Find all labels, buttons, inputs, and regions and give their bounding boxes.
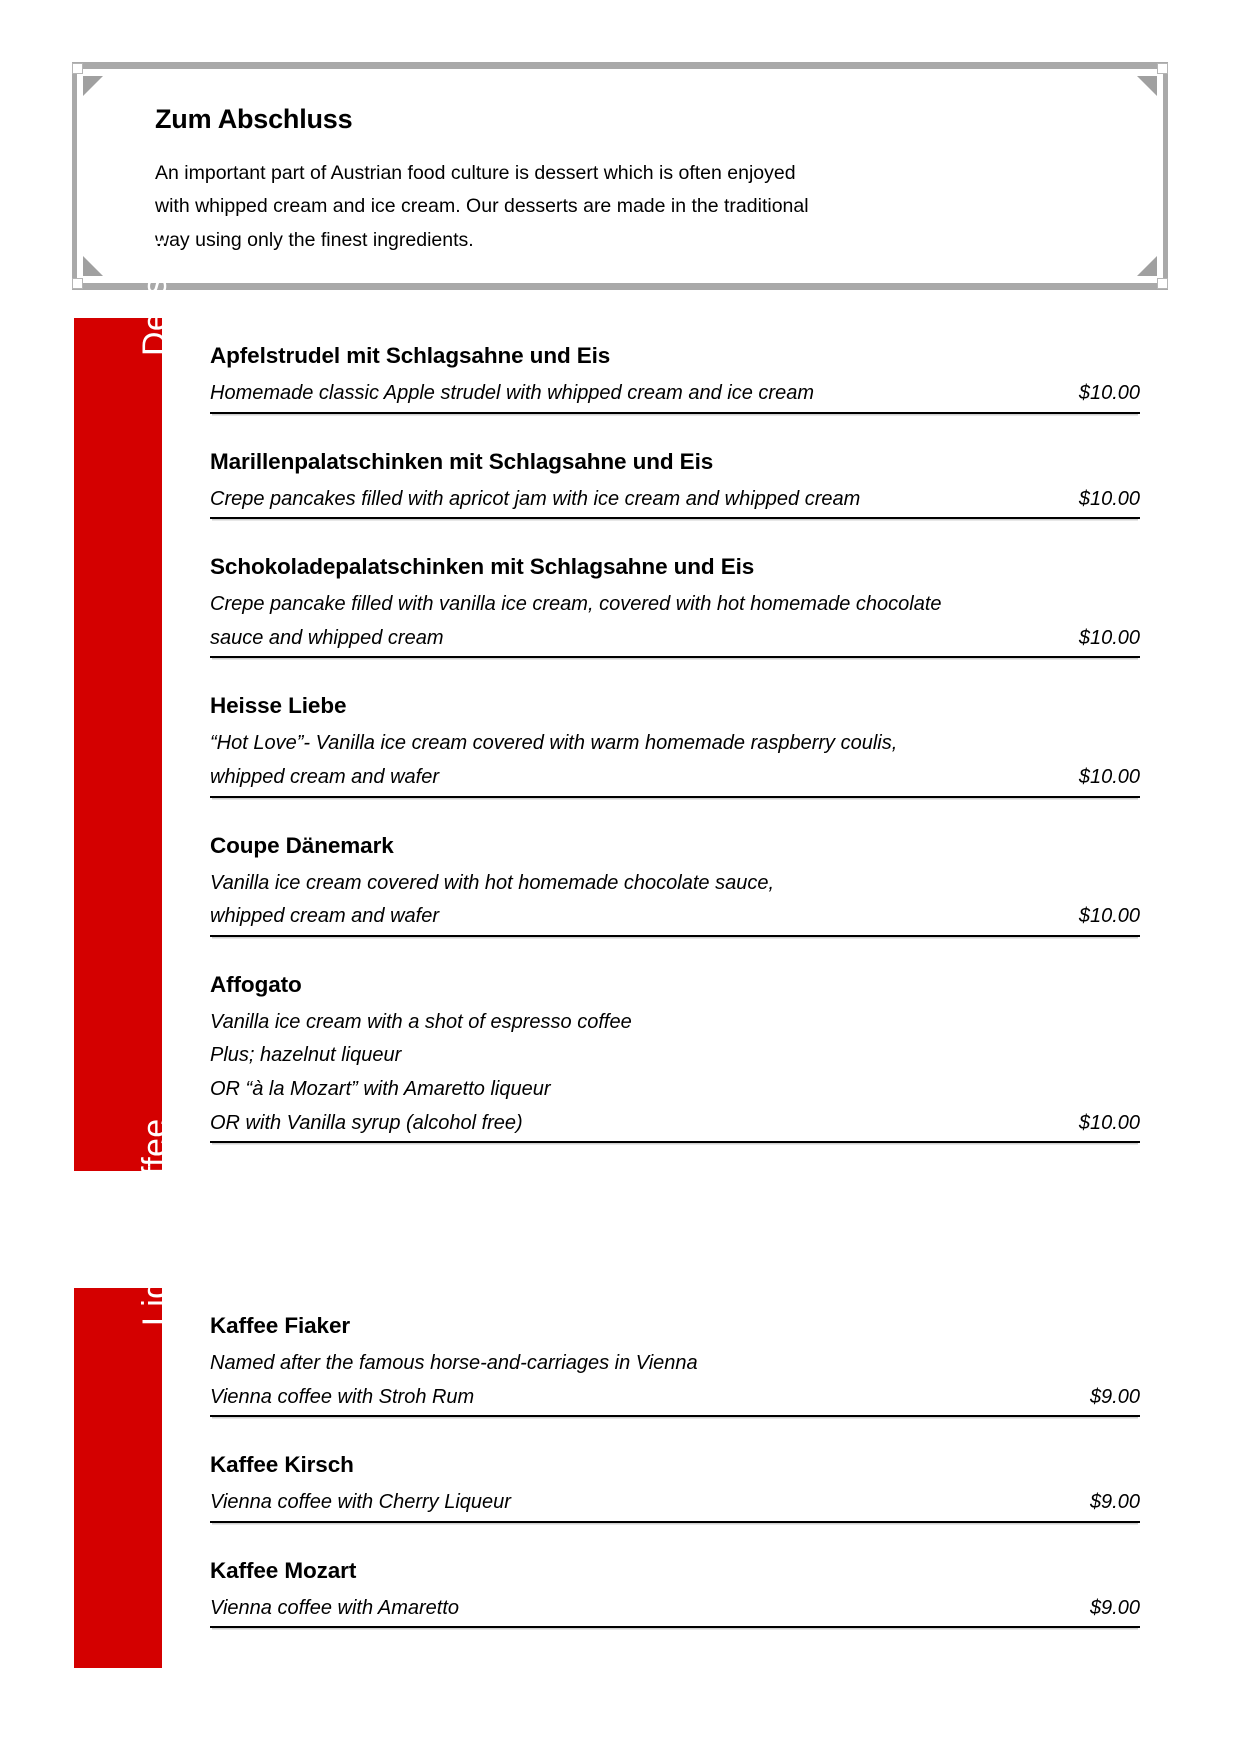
- menu-item-description-line: [210, 1007, 1140, 1041]
- menu-item-price: $10.00: [1078, 382, 1140, 404]
- intro-content: [155, 105, 1123, 257]
- menu-item-description-line: [210, 868, 1140, 902]
- menu-item-description-text: Named after the famous horse-and-carriages in Vienna: [210, 1352, 698, 1374]
- menu-item: [210, 448, 1140, 520]
- menu-item: [210, 692, 1140, 797]
- intro-body-line: An important part of Austrian food culture is dessert which is often enjoyed: [155, 161, 796, 184]
- corner-triangle-bottom-left-icon: [83, 256, 103, 276]
- menu-item-price: $10.00: [1078, 626, 1140, 649]
- menu-item-price: $10.00: [1078, 905, 1140, 928]
- menu-item-description-text: Vienna coffee with Stroh Rum: [210, 1385, 475, 1408]
- menu-item-description-text: Crepe pancake filled with vanilla ice cream, covered with hot homemade chocolate: [210, 593, 942, 616]
- corner-tick-bottom-right-icon: [1157, 278, 1168, 289]
- menu-item-name: Marillenpalatschinken mit Schlagsahne und Eis: [210, 448, 714, 474]
- intro-body-line: way using only the finest ingredients.: [155, 228, 474, 251]
- menu-item-description-line: [210, 589, 1140, 623]
- menu-item-description-line: [210, 1040, 1140, 1074]
- menu-item: [210, 832, 1140, 937]
- menu-item-name: Heisse Liebe: [210, 693, 347, 719]
- menu-item: [210, 342, 1140, 414]
- menu-item-price: $10.00: [1078, 1111, 1140, 1134]
- corner-triangle-bottom-right-icon: [1137, 256, 1157, 276]
- menu-item: [210, 1557, 1140, 1629]
- menu-item-price-row: [210, 484, 1140, 520]
- menu-item: [210, 553, 1140, 658]
- menu-item-list-dessert: [210, 342, 1140, 1143]
- menu-item-price-row: [210, 623, 1140, 659]
- menu-item-name: Schokoladepalatschinken mit Schlagsahne und Eis: [210, 554, 755, 580]
- menu-item-description-text: sauce and whipped cream: [210, 626, 444, 649]
- menu-item: [210, 971, 1140, 1143]
- corner-triangle-top-right-icon: [1137, 76, 1157, 96]
- menu-item-price: $9.00: [1089, 1385, 1140, 1408]
- section-tab-liquer-coffee: [74, 1118, 174, 1668]
- intro-body-line: with whipped cream and ice cream. Our desserts are made in the traditional: [155, 195, 809, 218]
- menu-item-price-row: [210, 1487, 1140, 1523]
- section-tab-dessert-label: Dessert: [136, 236, 174, 356]
- menu-item: [210, 1451, 1140, 1523]
- menu-item-description-text: “Hot Love”- Vanilla ice cream covered with warm homemade raspberry coulis,: [210, 732, 898, 755]
- menu-item-list-liquer-coffee: [210, 1312, 1140, 1628]
- intro-panel-frame: [72, 62, 1168, 290]
- intro-body: [155, 157, 1123, 258]
- menu-item-price: $10.00: [1078, 765, 1140, 788]
- menu-item-name: Kaffee Kirsch: [210, 1452, 354, 1478]
- menu-item-description-text: whipped cream and wafer: [210, 765, 440, 788]
- menu-item: [210, 1312, 1140, 1417]
- corner-tick-bottom-left-icon: [72, 278, 83, 289]
- menu-item-price: $9.00: [1089, 1491, 1140, 1514]
- menu-item-description-line: [210, 1348, 1140, 1382]
- menu-item-description-text: Crepe pancakes filled with apricot jam with ice cream and whipped cream: [210, 487, 861, 510]
- menu-item-price-row: [210, 1593, 1140, 1629]
- menu-item-price-row: [210, 762, 1140, 798]
- corner-triangle-top-left-icon: [83, 76, 103, 96]
- menu-item-description-line: [210, 728, 1140, 762]
- menu-item-description-text: whipped cream and wafer: [210, 905, 440, 928]
- corner-tick-top-right-icon: [1157, 63, 1168, 74]
- menu-item-name: Kaffee Fiaker: [210, 1313, 351, 1338]
- menu-item-name: Coupe Dänemark: [210, 832, 394, 858]
- menu-item-name: Kaffee Mozart: [210, 1557, 357, 1583]
- menu-item-description-text: Homemade classic Apple strudel with whipped cream and ice cream: [210, 382, 814, 404]
- menu-item-name: Affogato: [210, 971, 302, 997]
- intro-title: Zum Abschluss: [155, 104, 353, 134]
- intro-panel: [72, 62, 1168, 290]
- menu-item-price-row: [210, 378, 1140, 414]
- section-tab-liquer-coffee-label: Liquer Coffee: [136, 1118, 174, 1326]
- menu-item-description-text: Plus; hazelnut liqueur: [210, 1044, 402, 1067]
- menu-item-price-row: [210, 901, 1140, 937]
- corner-tick-top-left-icon: [72, 63, 83, 74]
- menu-item-description-text: Vienna coffee with Amaretto: [210, 1596, 460, 1619]
- menu-item-price: $9.00: [1089, 1596, 1140, 1619]
- menu-item-description-text: Vienna coffee with Cherry Liqueur: [210, 1491, 511, 1514]
- menu-item-price-row: [210, 1382, 1140, 1418]
- menu-item-description-line: [210, 1074, 1140, 1108]
- menu-item-description-text: Vanilla ice cream covered with hot homemade chocolate sauce,: [210, 871, 775, 894]
- menu-item-price-row: [210, 1108, 1140, 1144]
- menu-item-price: $10.00: [1078, 487, 1140, 510]
- section-tab-dessert: [74, 236, 174, 1171]
- menu-item-name: Apfelstrudel mit Schlagsahne und Eis: [210, 343, 611, 368]
- menu-item-description-text: OR “à la Mozart” with Amaretto liqueur: [210, 1077, 551, 1100]
- menu-item-description-text: Vanilla ice cream with a shot of espresso coffee: [210, 1010, 632, 1033]
- menu-item-description-text: OR with Vanilla syrup (alcohol free): [210, 1111, 523, 1134]
